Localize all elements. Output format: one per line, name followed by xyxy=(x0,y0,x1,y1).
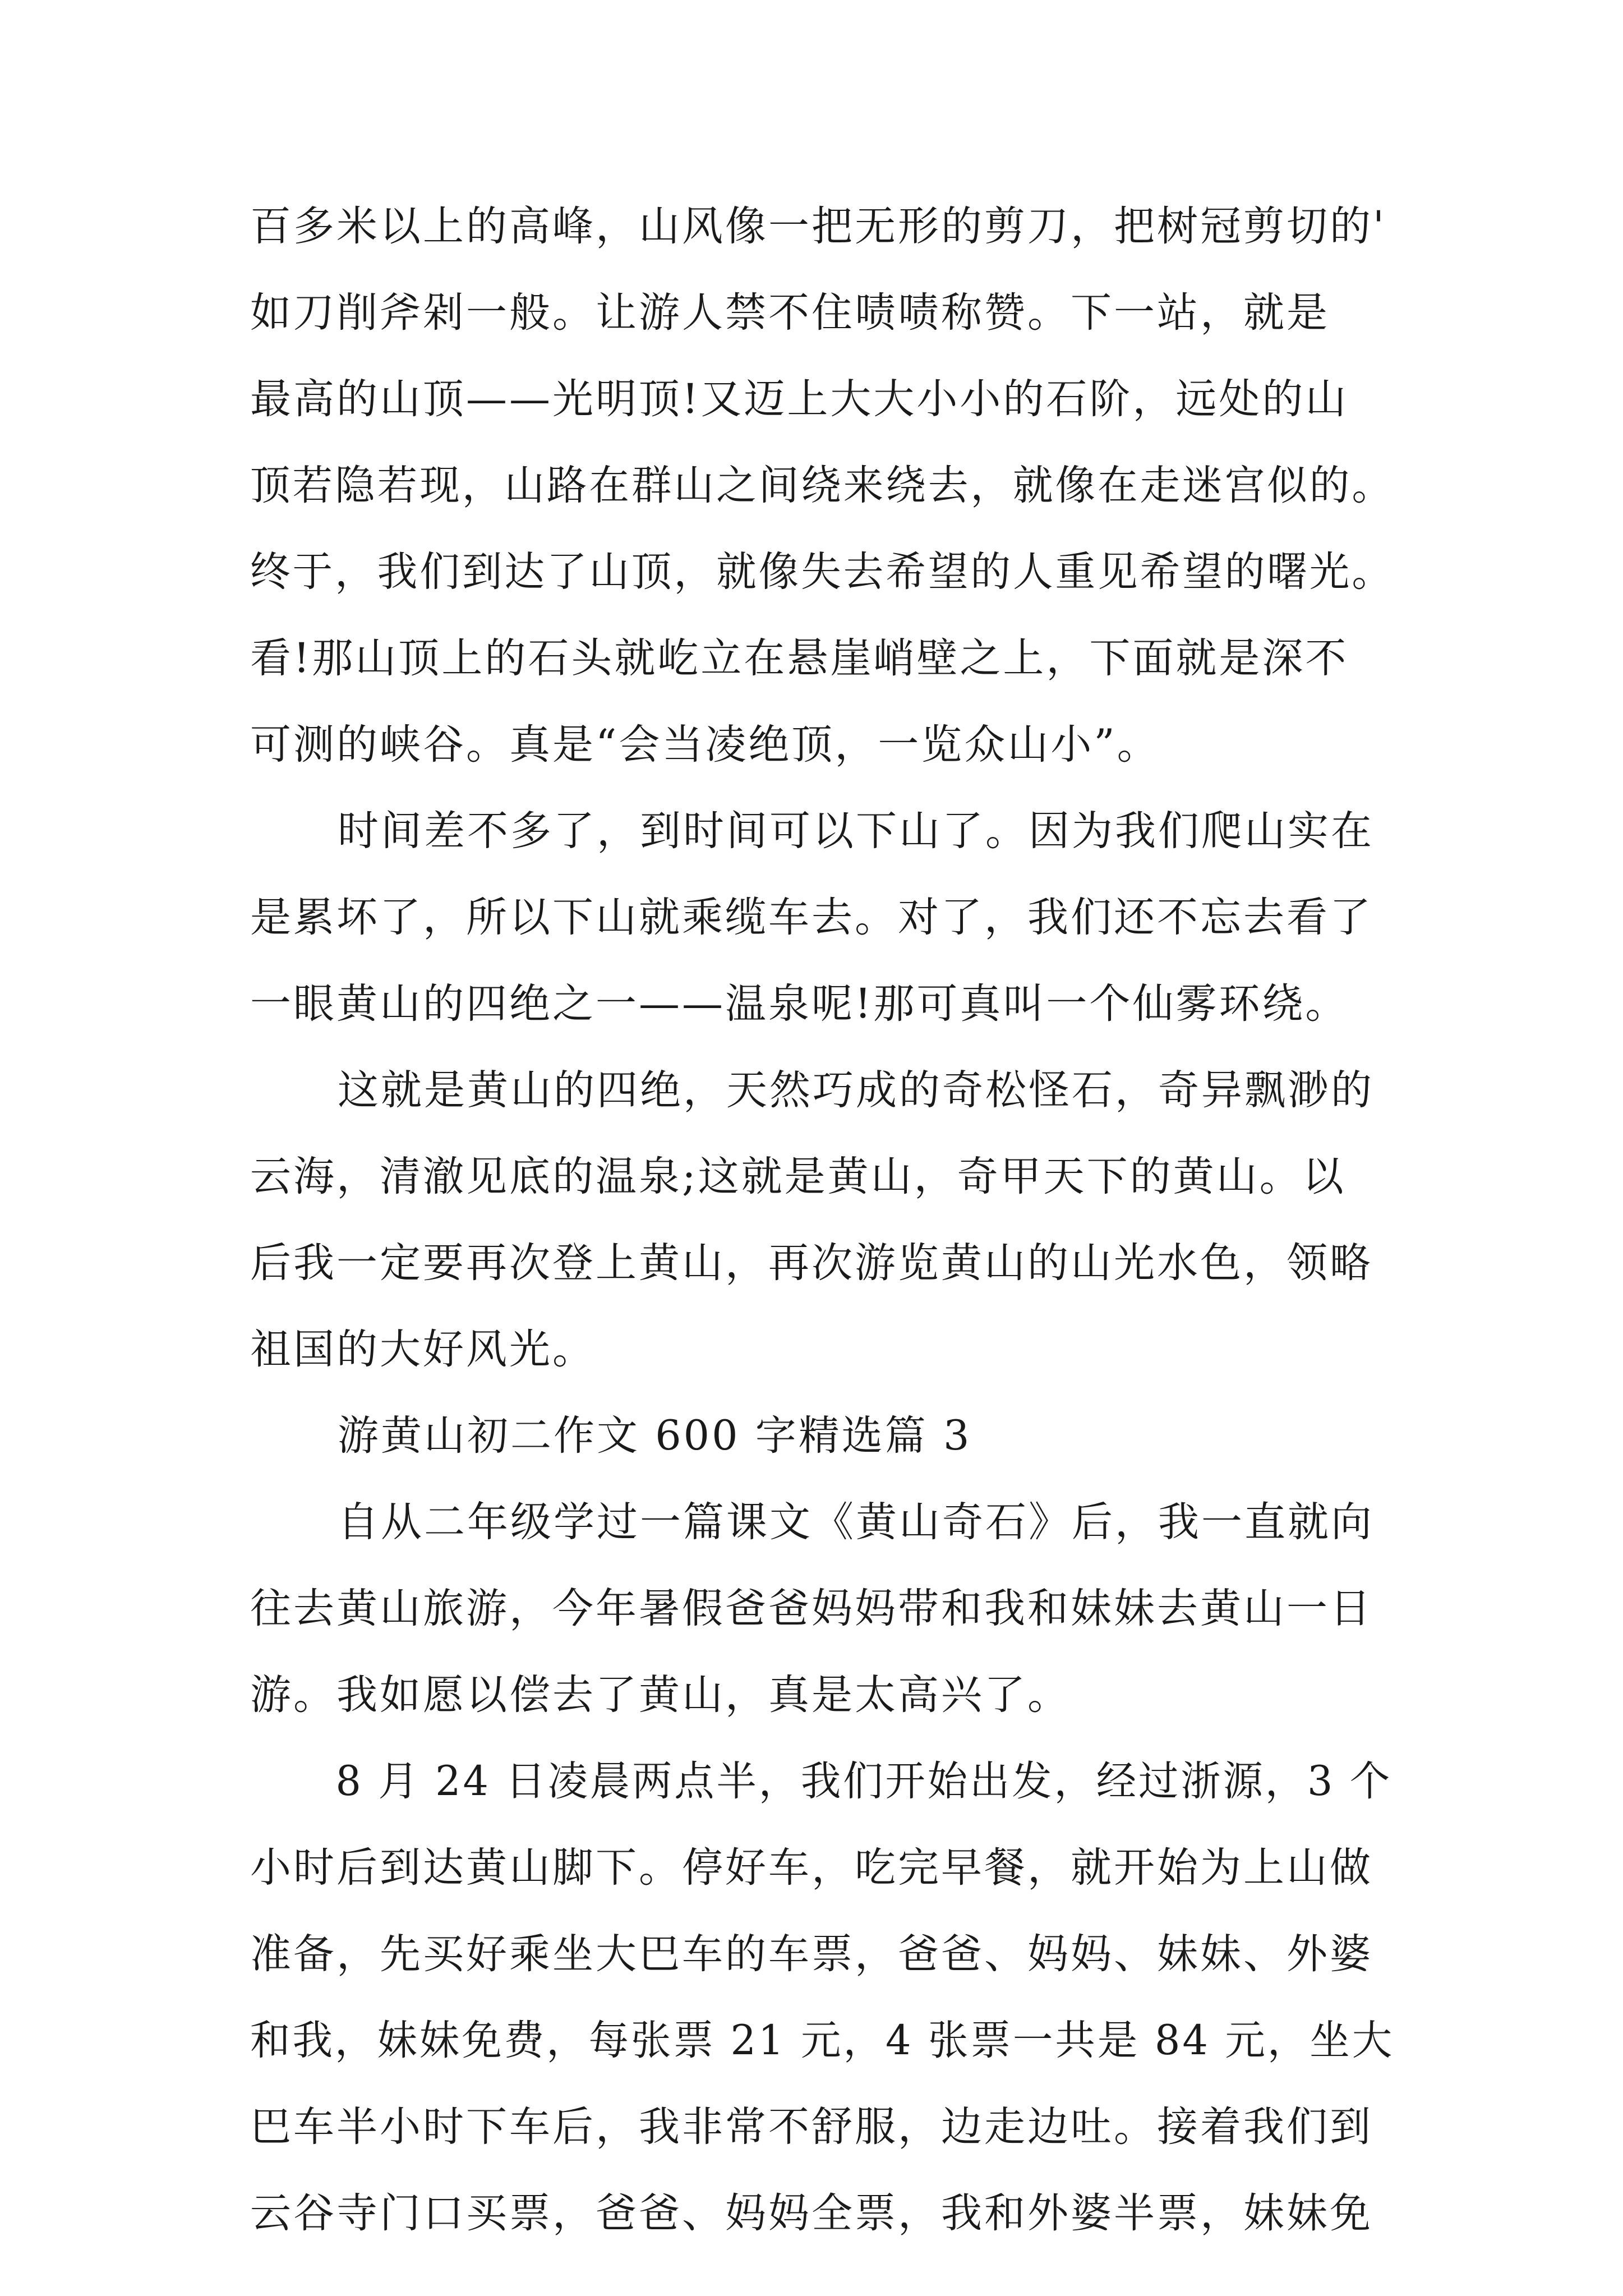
text-line: 云谷寺门口买票，爸爸、妈妈全票，我和外婆半票，妹妹免 xyxy=(250,2189,1373,2237)
text-line: 可测的峡谷。真是“会当凌绝顶，一览众山小”。 xyxy=(250,721,1160,769)
text-line: 顶若隐若现，山路在群山之间绕来绕去，就像在走迷宫似的。 xyxy=(250,462,1394,509)
text-line: 时间差不多了，到时间可以下山了。因为我们爬山实在 xyxy=(338,807,1374,855)
text-line: 巴车半小时下车后，我非常不舒服，边走边吐。接着我们到 xyxy=(250,2103,1373,2151)
text-line: 百多米以上的高峰，山风像一把无形的剪刀，把树冠剪切的' xyxy=(250,203,1387,250)
text-line: 准备，先买好乘坐大巴车的车票，爸爸、妈妈、妹妹、外婆 xyxy=(250,1930,1373,1978)
text-line: 和我，妹妹免费，每张票 21 元，4 张票一共是 84 元，坐大 xyxy=(250,2017,1395,2064)
text-line: 这就是黄山的四绝，天然巧成的奇松怪石，奇异飘渺的 xyxy=(338,1066,1374,1114)
text-line: 小时后到达黄山脚下。停好车，吃完早餐，就开始为上山做 xyxy=(250,1844,1373,1892)
text-line: 一眼黄山的四绝之一——温泉呢!那可真叫一个仙雾环绕。 xyxy=(250,980,1349,1028)
text-line: 8 月 24 日凌晨两点半，我们开始出发，经过浙源，3 个 xyxy=(335,1757,1393,1805)
body-text xyxy=(250,183,1394,2257)
text-line: 云海，清澈见底的温泉;这就是黄山，奇甲天下的黄山。以 xyxy=(250,1153,1346,1200)
text-line: 终于，我们到达了山顶，就像失去希望的人重见希望的曙光。 xyxy=(250,548,1394,596)
text-line: 游。我如愿以偿去了黄山，真是太高兴了。 xyxy=(250,1671,1071,1719)
text-line: 祖国的大好风光。 xyxy=(250,1326,596,1373)
text-line: 往去黄山旅游，今年暑假爸爸妈妈带和我和妹妹去黄山一日 xyxy=(250,1585,1373,1632)
text-line: 游黄山初二作文 600 字精选篇 3 xyxy=(338,1412,972,1460)
text-line: 最高的山顶——光明顶!又迈上大大小小的石阶，远处的山 xyxy=(250,375,1349,423)
text-line: 看!那山顶上的石头就屹立在悬崖峭壁之上，下面就是深不 xyxy=(250,634,1349,682)
text-line: 是累坏了，所以下山就乘缆车去。对了，我们还不忘去看了 xyxy=(250,894,1373,941)
text-line: 后我一定要再次登上黄山，再次游览黄山的山光水色，领略 xyxy=(250,1239,1373,1287)
text-line: 自从二年级学过一篇课文《黄山奇石》后，我一直就向 xyxy=(338,1498,1374,1546)
text-line: 如刀削斧剁一般。让游人禁不住啧啧称赞。下一站，就是 xyxy=(250,289,1330,337)
